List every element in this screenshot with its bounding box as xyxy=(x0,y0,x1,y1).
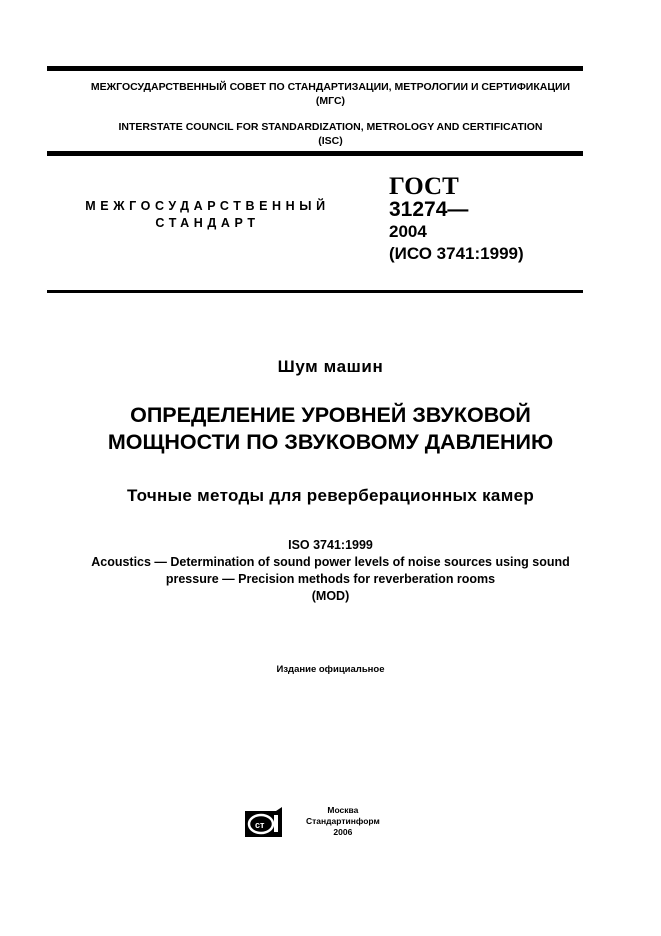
iso-title-line2: pressure — Precision methods for reverberation rooms xyxy=(165,572,496,586)
subtitle: Точные методы для реверберационных камер xyxy=(126,486,535,505)
gost-number: 31274— xyxy=(389,198,469,221)
gost-iso-ref: (ИСО 3741:1999) xyxy=(389,244,524,263)
standard-type-line2: СТАНДАРТ xyxy=(155,216,260,230)
designation-bottom-rule xyxy=(47,290,583,293)
standartinform-logo-icon xyxy=(244,806,284,838)
council-ru xyxy=(0,80,661,108)
publisher-text xyxy=(306,805,380,838)
publisher-city: Москва xyxy=(327,805,359,815)
council-en-name: INTERSTATE COUNCIL FOR STANDARDIZATION, METROLOGY AND CERTIFICATION xyxy=(118,121,543,133)
main-title xyxy=(0,402,661,456)
standard-type xyxy=(60,198,355,232)
gost-designation xyxy=(389,174,524,265)
header-bottom-rule xyxy=(47,151,583,156)
publisher-year: 2006 xyxy=(333,827,353,837)
top-rule xyxy=(47,66,583,71)
main-title-line1: ОПРЕДЕЛЕНИЕ УРОВНЕЙ ЗВУКОВОЙ xyxy=(130,403,531,427)
iso-code: ISO 3741:1999 xyxy=(288,538,373,552)
iso-title-line1: Acoustics — Determination of sound power levels of noise sources using sound xyxy=(91,555,570,569)
gost-word: ГОСТ xyxy=(389,173,459,200)
council-ru-abbr: (МГС) xyxy=(315,95,346,107)
svg-text:ст: ст xyxy=(255,819,265,830)
iso-mod: (MOD) xyxy=(311,589,350,603)
iso-reference xyxy=(0,537,661,605)
publisher-block xyxy=(244,805,380,838)
council-ru-name: МЕЖГОСУДАРСТВЕННЫЙ СОВЕТ ПО СТАНДАРТИЗАЦИИ, МЕТРОЛОГИИ И СЕРТИФИКАЦИИ xyxy=(90,81,571,93)
publisher-name: Стандартинформ xyxy=(306,816,380,826)
gost-year: 2004 xyxy=(389,222,427,241)
council-en xyxy=(0,120,661,148)
council-en-abbr: (ISC) xyxy=(318,135,343,147)
edition-note: Издание официальное xyxy=(276,664,385,675)
subject-title: Шум машин xyxy=(277,357,384,376)
standard-type-line1: МЕЖГОСУДАРСТВЕННЫЙ xyxy=(85,199,330,213)
main-title-line2: МОЩНОСТИ ПО ЗВУКОВОМУ ДАВЛЕНИЮ xyxy=(107,430,554,454)
